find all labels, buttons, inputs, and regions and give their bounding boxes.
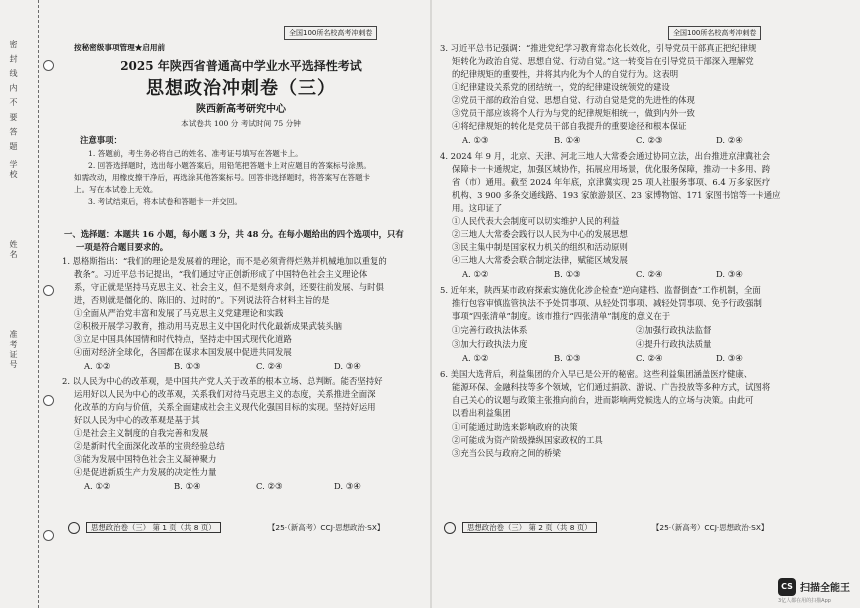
scanner-subtitle: 3亿人都在用的扫描App — [778, 598, 831, 604]
question-2-choice: ③能为发展中国特色社会主义凝神聚力 — [74, 454, 217, 464]
question-4-option[interactable]: D. ③④ — [716, 269, 743, 279]
camscanner-logo-icon: CS — [778, 578, 796, 596]
question-1-choice: ④面对经济全球化，各国都在谋求本国发展中促进共同发展 — [74, 347, 292, 357]
notice-line: 1. 答题前，考生务必将自己的姓名、准考证号填写在答题卡上。 — [88, 149, 303, 158]
question-2-stem: 化改革的方向与价值，关系全面建成社会主义现代化强国目标的实现。坚持好运用 — [74, 402, 376, 412]
notice-line: 上。写在本试卷上无效。 — [74, 185, 158, 194]
question-2-option[interactable]: C. ②③ — [256, 481, 283, 491]
corner-mark-icon — [68, 522, 80, 534]
question-5-choice: ③加大行政执法力度 — [452, 339, 528, 349]
question-3-choice: ①纪律建设关系党的团结统一，党的纪律建设统领党的建设 — [452, 82, 670, 92]
question-3-choice: ③党员干部应该将个人行为与党的纪律规矩相统一，做到内外一致 — [452, 108, 695, 118]
question-6-stem: 自己关心的议题与政策主张推向前台，进而影响两党候选人的立场与决策。由此可 — [452, 395, 754, 405]
series-banner: 全国100所名校高考冲刺卷 — [284, 26, 377, 40]
exam-title: 2025 年陕西省普通高中学业水平选择性考试 — [120, 59, 362, 73]
question-6-choice: ①可能通过助选来影响政府的决策 — [452, 422, 578, 432]
question-3-option[interactable]: A. ①③ — [462, 135, 489, 145]
question-6-stem: 以看出利益集团 — [452, 408, 511, 418]
question-3-option[interactable]: C. ②③ — [636, 135, 663, 145]
binding-hole — [43, 285, 54, 296]
question-3-choice: ④将纪律规矩的转化是党员干部自我提升的重要途径和根本保证 — [452, 121, 687, 131]
notice-line: 如需改动，用橡皮擦干净后，再选涂其他答案标号。回答非选择题时，将答案写在答题卡 — [74, 173, 371, 182]
ticket-label: 准考证号 — [9, 330, 18, 370]
page-footer — [444, 522, 597, 534]
page-2 — [440, 0, 805, 608]
question-4-choice: ④三地人大常委会联合制定法律，赋能区域发展 — [452, 255, 628, 265]
question-2-choice: ④是促进新质生产力发展的决定性力量 — [74, 467, 217, 477]
page-footer — [68, 522, 221, 534]
paper-title: 思想政治冲刺卷（三） — [146, 78, 336, 99]
question-5-choice: ①完善行政执法体系 — [452, 325, 528, 335]
question-3-option[interactable]: B. ①④ — [554, 135, 581, 145]
footer-page-label: 思想政治卷（三） 第 1 页（共 8 页） — [86, 522, 221, 533]
seal-text: 密 封 线 内 不 要 答 题 — [9, 40, 18, 152]
question-4-choice: ②三地人大常委会践行以人民为中心的发展思想 — [452, 229, 628, 239]
page-gutter — [430, 0, 432, 608]
question-4-choice: ③民主集中制是国家权力机关的组织和活动原则 — [452, 242, 628, 252]
question-1-option[interactable]: B. ①③ — [174, 361, 201, 371]
question-2-choice: ②是新时代全面深化改革的宝贵经验总结 — [74, 441, 225, 451]
question-4-option[interactable]: B. ①③ — [554, 269, 581, 279]
question-4-stem: 机构、3 900 多条交通线路、193 家旅游景区、23 家博物馆、171 家图书馆等一卡通应 — [452, 190, 781, 200]
question-5-option[interactable]: D. ③④ — [716, 353, 743, 363]
question-1-stem: 教条”。习近平总书记提出，“我们通过守正创新形成了中国特色社会主义理论体 — [74, 269, 368, 279]
question-5-stem: 事项“四张清单”制度。该市推行“四张清单”制度的意义在于 — [452, 311, 671, 321]
question-1-option[interactable]: D. ③④ — [334, 361, 361, 371]
question-2-option[interactable]: B. ①④ — [174, 481, 201, 491]
seal-line — [38, 0, 39, 608]
footer-code: 【25·（新高考）CCJ·思想政治·SX】 — [652, 523, 769, 532]
question-5-choice: ④提升行政执法质量 — [636, 339, 712, 349]
question-2-option[interactable]: D. ③④ — [334, 481, 361, 491]
question-5-stem: 推行包容审慎监管执法不予处罚事项、从轻处罚事项、减轻处罚事项、免予行政强制 — [452, 298, 762, 308]
question-6-stem: 能源环保、金融科技等多个领域，它们通过捐款、游说、广告投放等多种方式，试图将 — [452, 382, 771, 392]
corner-mark-icon — [444, 522, 456, 534]
question-4-option[interactable]: A. ①② — [462, 269, 489, 279]
question-5-option[interactable]: A. ①② — [462, 353, 489, 363]
question-5-choice: ②加强行政执法监督 — [636, 325, 712, 335]
binding-margin — [0, 0, 54, 608]
binding-hole — [43, 60, 54, 71]
footer-page-label: 思想政治卷（三） 第 2 页（共 8 页） — [462, 522, 597, 533]
section-heading: 一项是符合题目要求的。 — [76, 242, 169, 252]
section-heading: 一、选择题：本题共 16 小题，每小题 3 分，共 48 分。在每小题给出的四个选项中，只有 — [64, 229, 404, 239]
name-label: 姓名 — [9, 240, 18, 260]
notice-line: 3. 考试结束后，将本试卷和答题卡一并交回。 — [88, 197, 242, 206]
notice-heading: 注意事项： — [80, 135, 122, 145]
question-5-stem: 5. 近年来，陕西某市政府探索实施优化涉企检查“逆向建档、监督倒查”工作机制，全面 — [440, 285, 761, 295]
question-6-choice: ②可能成为资产阶级操纵国家政权的工具 — [452, 435, 603, 445]
question-1-stem: 进，否则就是僵化的、陈旧的、过时的”。下列说法符合材料主旨的是 — [74, 295, 330, 305]
question-6-stem: 6. 美国大选背后，利益集团的介入早已是公开的秘密。这些利益集团涵盖医疗健康、 — [440, 369, 753, 379]
question-4-stem: 4. 2024 年 9 月，北京、天津、河北三地人大常委会通过协同立法，出台推进京津冀社会 — [440, 151, 771, 161]
question-3-stem: 的纪律规矩的重要性，并将其内化为个人的自觉行为。这表明 — [452, 69, 679, 79]
question-3-choice: ②党员干部的政治自觉、思想自觉、行动自觉是党的先进性的体现 — [452, 95, 695, 105]
scanner-title: 扫描全能王 — [800, 583, 850, 594]
question-5-option[interactable]: B. ①③ — [554, 353, 581, 363]
secret-level: 按秘密级事项管理★启用前 — [74, 43, 166, 52]
question-3-stem: 3. 习近平总书记强调：“推进党纪学习教育常态化长效化，引导党员干部真正把纪律规 — [440, 43, 757, 53]
question-3-stem: 矩转化为政治自觉、思想自觉、行动自觉。”这一转变旨在引导党员干部深入理解党 — [452, 56, 754, 66]
question-3-option[interactable]: D. ②④ — [716, 135, 743, 145]
question-1-choice: ①全面从严治党丰富和发展了马克思主义党建理论和实践 — [74, 308, 284, 318]
organizer: 陕西新高考研究中心 — [196, 104, 286, 115]
question-2-option[interactable]: A. ①② — [84, 481, 111, 491]
notice-line: 2. 回答选择题时，选出每小题答案后，用铅笔把答题卡上对应题目的答案标号涂黑。 — [88, 161, 372, 170]
school-label: 学校 — [9, 160, 18, 180]
question-2-stem: 2. 以人民为中心的改革观，是中国共产党人关于改革的根本立场、总判断。能否坚持好 — [62, 376, 383, 386]
question-4-option[interactable]: C. ②④ — [636, 269, 663, 279]
question-4-stem: 保障卡一卡通规定，加强区域协作，拓展应用场景，优化服务保障，推动一卡多用、跨 — [452, 164, 771, 174]
question-6-choice: ③充当公民与政府之间的桥梁 — [452, 448, 561, 458]
series-banner: 全国100所名校高考冲刺卷 — [668, 26, 761, 40]
question-4-stem: 省（市）通用。截至 2024 年年底，京津冀实现 25 项人社服务事项、6.4 万多家医疗 — [452, 177, 771, 187]
question-4-choice: ①人民代表大会制度可以切实维护人民的利益 — [452, 216, 620, 226]
binding-hole — [43, 395, 54, 406]
question-1-option[interactable]: C. ②④ — [256, 361, 283, 371]
question-1-choice: ②积极开展学习教育，推动用马克思主义中国化时代化最新成果武装头脑 — [74, 321, 342, 331]
footer-code: 【25·（新高考）CCJ·思想政治·SX】 — [268, 523, 385, 532]
question-2-stem: 好以人民为中心的改革观是基于其 — [74, 415, 200, 425]
scanner-watermark — [778, 578, 858, 604]
question-5-option[interactable]: C. ②④ — [636, 353, 663, 363]
question-2-choice: ①是社会主义制度的自我完善和发展 — [74, 428, 208, 438]
page-1 — [60, 0, 422, 608]
question-1-choice: ③立足中国具体国情和时代特点，坚持走中国式现代化道路 — [74, 334, 292, 344]
binding-hole — [43, 530, 54, 541]
question-4-stem: 用。这印证了 — [452, 203, 503, 213]
question-1-option[interactable]: A. ①② — [84, 361, 111, 371]
exam-meta: 本试卷共 100 分 考试时间 75 分钟 — [181, 119, 301, 128]
question-2-stem: 运用好以人民为中心的改革观，关系我们对待马克思主义的态度，关系推进全面深 — [74, 389, 376, 399]
question-1-stem: 1. 恩格斯指出：“我们的理论是发展着的理论，而不是必须背得烂熟并机械地加以重复的 — [62, 256, 387, 266]
question-1-stem: 系，守正就是坚持马克思主义、社会主义，但不是刻舟求剑，还要往前发展、与时俱 — [74, 282, 384, 292]
